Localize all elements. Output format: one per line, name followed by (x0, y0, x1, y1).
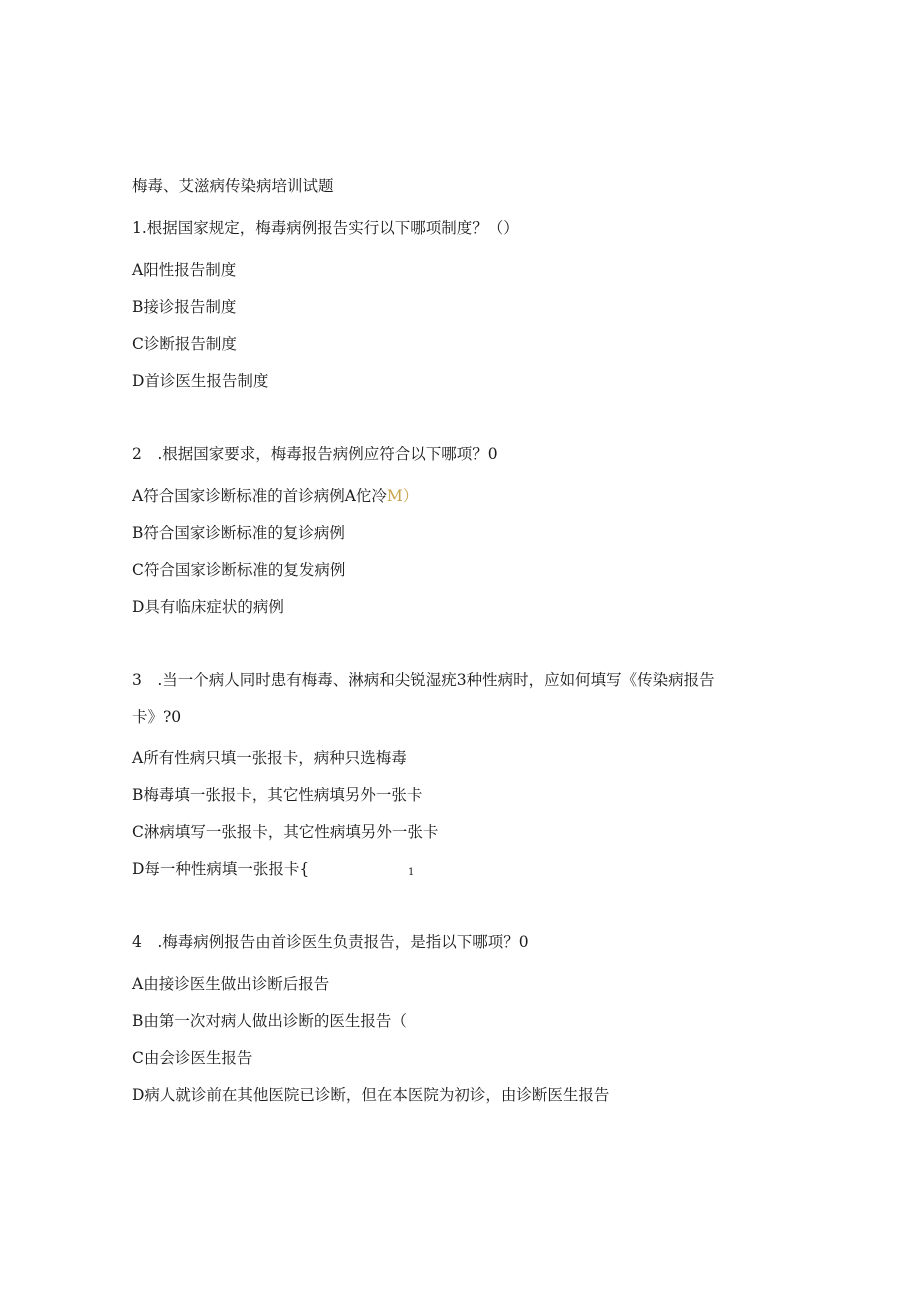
question-3-option-a: A所有性病只填一张报卡，病种只选梅毒 (132, 749, 407, 767)
question-2-option-a-text: A符合国家诊断标准的首诊病例A佗冷 (132, 487, 387, 505)
question-3-option-b: B梅毒填一张报卡，其它性病填另外一张卡 (132, 786, 423, 804)
question-3-option-c: C淋病填写一张报卡，其它性病填另外一张卡 (132, 823, 439, 841)
question-3-option-d: D每一种性病填一张报卡{ (132, 860, 310, 878)
question-2-stem: 2 .根据国家要求，梅毒报告病例应符合以下哪项？0 (132, 445, 498, 463)
question-1-option-b: B接诊报告制度 (132, 298, 237, 316)
question-4-option-c: C由会诊医生报告 (132, 1049, 253, 1067)
question-1-option-a: A阳性报告制度 (132, 261, 237, 279)
question-2-option-b: B符合国家诊断标准的复诊病例 (132, 524, 345, 542)
question-4-stem: 4 .梅毒病例报告由首诊医生负责报告，是指以下哪项？0 (132, 933, 529, 951)
question-1-option-d: D首诊医生报告制度 (132, 372, 269, 390)
question-2-option-a (132, 486, 418, 506)
question-4-option-b: B由第一次对病人做出诊断的医生报告（ (132, 1012, 407, 1030)
question-1-option-c: C诊断报告制度 (132, 335, 237, 353)
question-4-option-d: D病人就诊前在其他医院已诊断，但在本医院为初诊，由诊断医生报告 (132, 1086, 610, 1104)
document-title: 梅毒、艾滋病传染病培训试题 (132, 177, 334, 195)
question-2-option-a-suffix: M） (386, 487, 419, 505)
question-2-option-d: D具有临床症状的病例 (132, 598, 284, 616)
question-3-stem-line1: 3 .当一个病人同时患有梅毒、淋病和尖锐湿疣3种性病时，应如何填写《传染病报告 (132, 671, 715, 689)
question-2-option-c: C符合国家诊断标准的复发病例 (132, 561, 346, 579)
question-4-option-a: A由接诊医生做出诊断后报告 (132, 975, 330, 993)
question-3-stem-line2: 卡》?0 (132, 708, 182, 726)
question-1-stem: 1.根据国家规定，梅毒病例报告实行以下哪项制度？（） (132, 219, 519, 237)
stray-mark: 1 (408, 867, 415, 878)
